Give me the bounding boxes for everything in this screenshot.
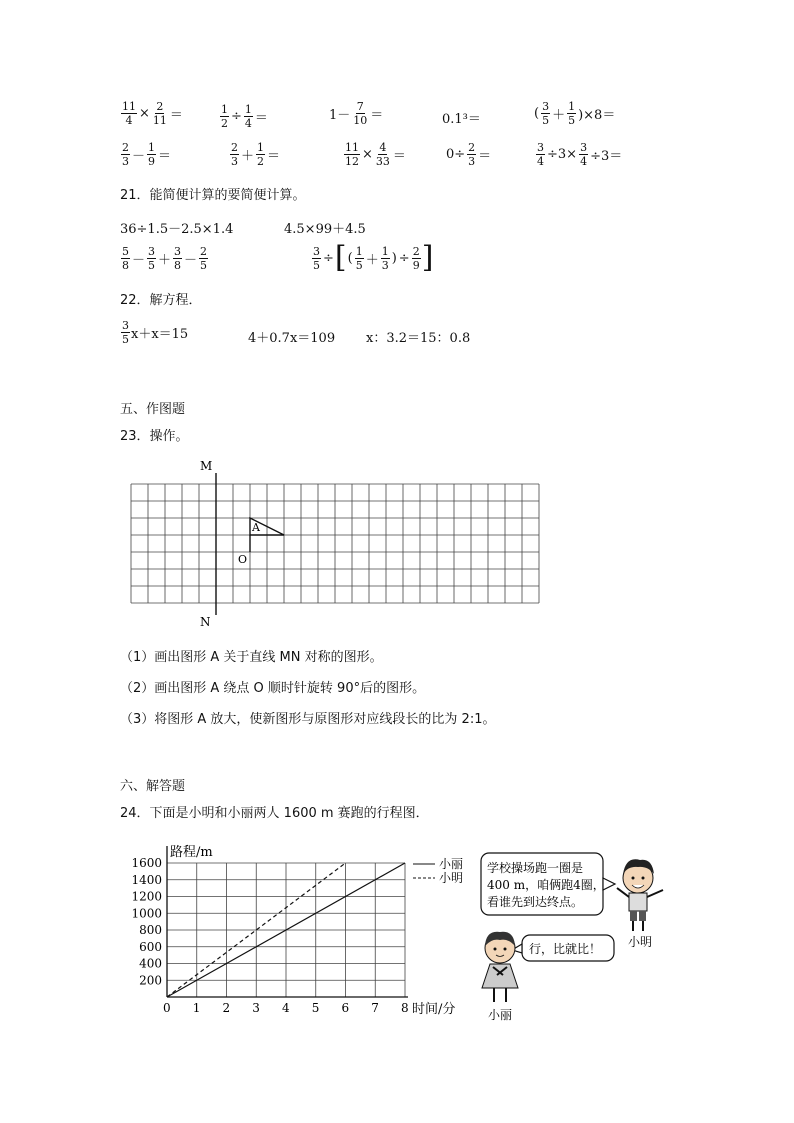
chart-y-tick: 1000 [131, 906, 162, 921]
section6-title: 六、解答题 [120, 779, 186, 794]
chart-x-tick: 2 [222, 1001, 231, 1015]
q23-sub2: （2）画出图形 A 绕点 O 顺时针旋转 90°后的图形。 [120, 681, 426, 696]
q21-expr4: $\frac{3}{5}$ ÷ [ ( $\frac{1}{5}$ ＋ $\frac{1}{3}$ ) ÷ $\frac{2}{9}$ ] [313, 240, 434, 275]
chart-x-tick: 0 [163, 1001, 171, 1015]
q23-sub3: （3）将图形 A 放大，使新图形与原图形对应线段长的比为 2:1。 [120, 712, 496, 727]
calc-row2-expr5: $\frac{3}{4}$ ÷3× $\frac{3}{4}$ ÷3＝ [537, 141, 623, 168]
label-m: M [200, 459, 213, 473]
section5-title: 五、作图题 [120, 402, 186, 417]
bubble-ming-line1: 学校操场跑一圈是 [487, 861, 584, 875]
name-ming: 小明 [628, 935, 653, 949]
bubble-ming-line2: 400 m，咱俩跑4圈， [487, 878, 605, 892]
calc-row2-expr2: $\frac{2}{3}$ ＋ $\frac{1}{2}$ ＝ [231, 141, 281, 168]
calc-row2-expr4: 0÷ $\frac{2}{3}$ ＝ [446, 141, 492, 168]
q21-expr3: $\frac{5}{8}$ － $\frac{3}{5}$ ＋ $\frac{3}{8}$ － $\frac{2}{5}$ [122, 245, 208, 272]
q23-title: 23．操作。 [120, 429, 189, 444]
q22-eq2: 4＋0.7x＝109 [248, 331, 336, 346]
q24-title: 24．下面是小明和小丽两人 1600 m 赛跑的行程图． [120, 806, 429, 821]
calc-row2-expr1: $\frac{2}{3}$ － $\frac{1}{9}$ ＝ [122, 141, 172, 168]
q21-expr1: 36÷1.5－2.5×1.4 [120, 222, 234, 237]
calc-row1-expr5: ( $\frac{3}{5}$ ＋ $\frac{1}{5}$ )×8＝ [534, 100, 616, 127]
q21-expr2: 4.5×99＋4.5 [284, 222, 366, 237]
q22-eq1: $\frac{3}{5}$ x＋x＝15 [122, 319, 189, 346]
name-li: 小丽 [488, 1008, 513, 1022]
calc-row1-expr2: $\frac{1}{2}$ ÷ $\frac{1}{4}$ ＝ [221, 103, 268, 130]
grid-lines [131, 484, 539, 603]
bubble-li-text: 行，比就比！ [529, 942, 602, 956]
bubble-ming-line3: 看谁先到达终点。 [487, 895, 584, 909]
chart-x-tick: 5 [311, 1001, 320, 1015]
chart-x-tick: 4 [282, 1001, 290, 1015]
chart-y-tick: 1600 [131, 856, 162, 870]
label-o: O [238, 553, 248, 566]
boy-figure-icon [617, 859, 663, 931]
q24-chart [0, 830, 794, 1030]
chart-x-tick: 6 [341, 1001, 350, 1015]
chart-legend [413, 857, 463, 885]
chart-y-tick: 600 [139, 939, 162, 954]
calc-row2-expr3: $\frac{11}{12}$ × $\frac{4}{33}$ ＝ [345, 141, 406, 168]
chart-legend-label: 小丽 [439, 857, 464, 871]
chart-x-tick: 7 [371, 1001, 379, 1015]
chart-x-tick: 1 [192, 1001, 201, 1015]
chart-xlabel: 时间/分 [412, 1002, 456, 1017]
chart-ylabel: 路程/m [170, 845, 213, 860]
q23-sub1: （1）画出图形 A 关于直线 MN 对称的图形。 [120, 650, 383, 665]
chart-y-tick: 1400 [131, 872, 162, 887]
chart-y-tick: 800 [139, 923, 162, 937]
chart-x-tick: 8 [401, 1001, 409, 1015]
q22-title: 22．解方程． [120, 293, 202, 308]
q22-eq3: x：3.2＝15：0.8 [366, 331, 471, 346]
bubble-ming-tail [603, 878, 615, 890]
chart-y-tick: 1200 [131, 889, 162, 904]
chart-x-tick: 3 [252, 1001, 260, 1015]
calc-row1-expr4: 0.1³＝ [442, 112, 481, 127]
chart-y-tick: 400 [139, 956, 162, 971]
chart-axes [167, 846, 408, 997]
girl-figure-icon [482, 932, 518, 1002]
chart-y-tick: 200 [139, 973, 162, 988]
calc-row1-expr1: $\frac{11}{4}$ × $\frac{2}{11}$ ＝ [122, 100, 183, 127]
label-n: N [200, 615, 211, 629]
calc-row1-expr3: 1－ $\frac{7}{10}$ ＝ [329, 100, 384, 127]
q21-title: 21．能简便计算的要简便计算。 [120, 188, 306, 203]
label-a: A [252, 521, 260, 534]
chart-legend-label: 小明 [439, 871, 464, 885]
